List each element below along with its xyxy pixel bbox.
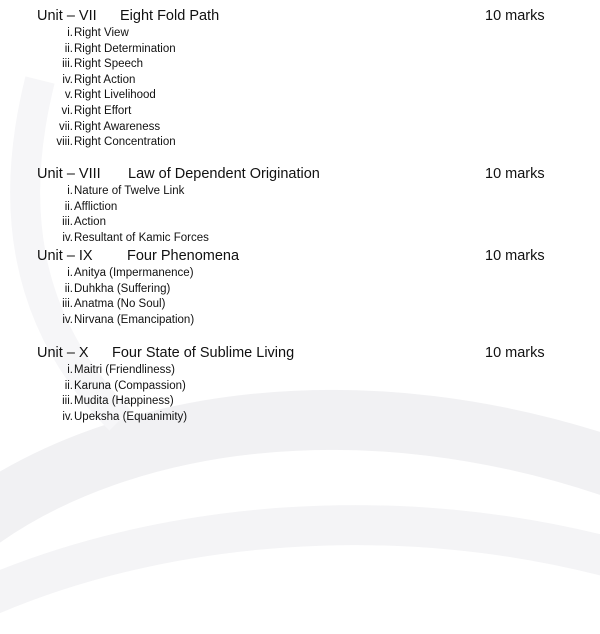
item-text: Anatma (No Soul) [74, 298, 166, 311]
item-number: ii. [64, 200, 73, 213]
item-text: Nature of Twelve Link [74, 185, 185, 197]
item-number: iii. [62, 58, 73, 71]
list-item [37, 184, 552, 200]
item-number: ii. [64, 379, 73, 392]
item-number: iv. [62, 410, 73, 423]
topic-list [37, 184, 552, 246]
item-text: Nirvana (Emancipation) [74, 313, 195, 326]
item-number: i. [67, 267, 73, 279]
item-text: Action [74, 216, 106, 229]
unit-label: Unit – VII [37, 8, 97, 24]
item-number: vii. [58, 120, 73, 133]
item-text: Right Effort [74, 104, 132, 117]
list-item [37, 73, 552, 89]
item-text: Karuna (Compassion) [74, 379, 186, 392]
list-item [37, 266, 552, 282]
item-number: ii. [64, 42, 73, 55]
unit-marks: 10 marks [485, 248, 545, 264]
item-text: Mudita (Happiness) [74, 395, 174, 408]
list-item [37, 57, 552, 73]
topic-list [37, 26, 552, 151]
item-number: viii. [56, 136, 73, 149]
unit-marks: 10 marks [485, 345, 545, 361]
unit-label: Unit – VIII [37, 166, 101, 182]
unit-title: Law of Dependent Origination [128, 166, 320, 182]
item-text: Right Action [74, 73, 136, 86]
topic-list [37, 363, 552, 425]
unit-marks: 10 marks [485, 166, 545, 182]
list-item [37, 282, 552, 298]
list-item [37, 231, 552, 247]
list-item [37, 379, 552, 395]
unit-header [37, 164, 552, 184]
item-text: Right Livelihood [74, 89, 156, 102]
item-text: Right View [74, 27, 129, 39]
item-number: vi. [61, 104, 73, 117]
item-text: Right Determination [74, 42, 176, 55]
item-text: Affliction [74, 200, 118, 213]
unit-10-section [37, 343, 552, 425]
list-item [37, 313, 552, 329]
item-number: iii. [62, 298, 73, 311]
list-item [37, 363, 552, 379]
item-number: i. [67, 364, 73, 376]
item-number: i. [67, 185, 73, 197]
unit-title: Four State of Sublime Living [112, 345, 295, 361]
topic-list [37, 266, 552, 328]
item-number: v. [64, 89, 73, 102]
list-item [37, 26, 552, 42]
list-item [37, 215, 552, 231]
unit-7-section [37, 6, 552, 151]
item-text: Right Speech [74, 58, 144, 71]
unit-marks: 10 marks [485, 8, 545, 24]
list-item [37, 410, 552, 426]
item-number: iii. [62, 216, 73, 229]
item-text: Duhkha (Suffering) [74, 282, 171, 295]
unit-title: Eight Fold Path [120, 8, 220, 24]
list-item [37, 394, 552, 410]
item-number: iv. [62, 231, 73, 244]
unit-title: Four Phenomena [127, 248, 240, 264]
unit-label: Unit – IX [37, 248, 93, 264]
item-text: Maitri (Friendliness) [74, 364, 175, 376]
unit-header [37, 6, 552, 26]
list-item [37, 120, 552, 136]
unit-8-section [37, 164, 552, 246]
list-item [37, 135, 552, 151]
item-number: i. [67, 27, 73, 39]
unit-label: Unit – X [37, 345, 89, 361]
unit-9-section [37, 246, 552, 328]
list-item [37, 42, 552, 58]
item-number: iii. [62, 395, 73, 408]
item-text: Right Concentration [74, 136, 176, 149]
item-text: Right Awareness [74, 120, 161, 133]
item-number: iv. [62, 313, 73, 326]
unit-header [37, 343, 552, 363]
unit-header [37, 246, 552, 266]
item-text: Anitya (Impermanence) [74, 267, 194, 279]
item-text: Resultant of Kamic Forces [74, 231, 209, 244]
item-number: ii. [64, 282, 73, 295]
list-item [37, 297, 552, 313]
item-number: iv. [62, 73, 73, 86]
list-item [37, 200, 552, 216]
list-item [37, 104, 552, 120]
list-item [37, 88, 552, 104]
item-text: Upeksha (Equanimity) [74, 410, 188, 423]
